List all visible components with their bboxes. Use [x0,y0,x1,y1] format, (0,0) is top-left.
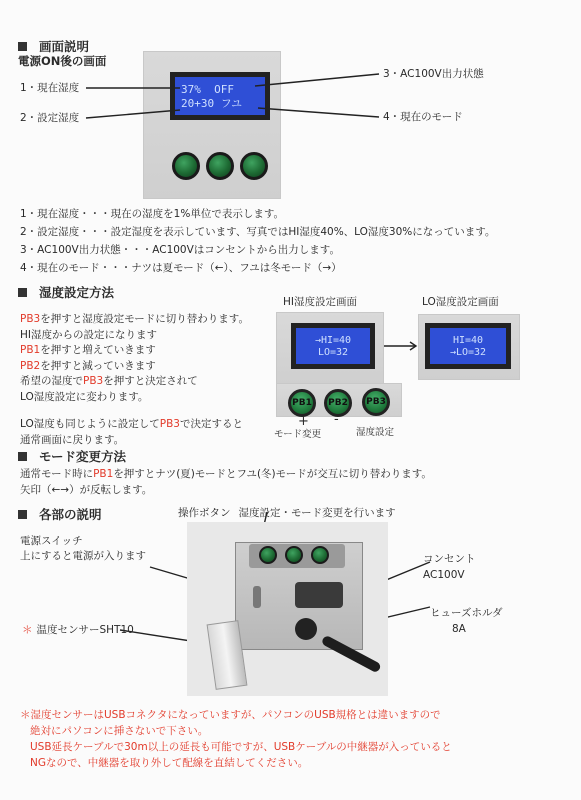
mode-line-2: 矢印（←→）が反転します。 [20,484,153,496]
subtitle: 電源ON後の画面 [18,54,107,68]
sensor-label [22,623,134,637]
lo-setting-photo [418,314,520,380]
fuse-holder [295,618,317,640]
power-switch [253,586,261,608]
section-title: 湿度設定方法 [39,285,115,300]
step-line-7 [20,417,249,433]
hi-lcd-line-2: LO=32 [317,347,349,358]
pb-ref: PB3 [20,313,41,325]
op-button-title: 操作ボタン [178,507,231,519]
caution-note [20,707,452,771]
pb-ref: PB3 [159,418,180,430]
caution-line-4: NGなので、中継器を取り外して配線を直結してください。 [30,757,309,769]
top-button-2 [285,546,303,564]
lo-setting-title: LO湿度設定画面 [422,296,499,308]
plus-sign: + [298,414,309,429]
power-switch-label [20,534,146,564]
fuse-label [430,605,503,637]
section-heading-humidity-setting [18,283,114,301]
section-title: 各部の説明 [39,507,102,522]
square-bullet-icon [18,452,27,461]
section-heading-parts [18,505,102,523]
step-text: を押すと増えていきます [40,344,156,356]
minus-sign: - [334,412,339,427]
label-set-humidity: 2・設定湿度 [20,112,80,124]
spacer [20,405,249,417]
outlet-title: コンセント [423,553,476,565]
fuse-spec: 8A [452,623,466,635]
section-title: 画面説明 [39,39,90,54]
square-bullet-icon [18,510,27,519]
asterisk-icon: ＊ [22,624,33,636]
step-text: LO湿度も同じように設定して [20,418,160,430]
device-photo [187,522,388,696]
label-current-mode: 4・現在のモード [383,111,463,123]
lo-lcd-line-2: →LO=32 [449,347,487,358]
step-text: を押すと決定されて [103,375,198,387]
pb-ref: PB3 [83,375,104,387]
caution-line-1 [20,707,452,723]
pb-ref: PB2 [20,359,41,372]
caution-line-2: 絶対にパソコンに挿さないで下さい。 [30,725,209,737]
label-current-humidity: 1・現在湿度 [20,82,80,94]
caution-text: 湿度センサーはUSBコネクタになっていますが、パソコンのUSB規格とは違いますので [30,709,441,721]
step-line-3 [20,343,249,359]
hi-lcd [291,323,375,369]
step-line-8: 通常画面に戻ります。 [20,433,125,446]
section-title: モード変更方法 [39,449,127,464]
top-button-1 [259,546,277,564]
hi-lcd-line-1: →HI=40 [314,335,352,346]
step-line-2: HI湿度からの設定になります [20,328,157,341]
desc-line-1: 1・現在湿度・・・現在の湿度を1%単位で表示します。 [20,208,284,220]
mode-text: 通常モード時に [20,468,94,480]
square-bullet-icon [18,288,27,297]
step-line-5 [20,374,249,390]
mode-text: を押すとナツ(夏)モードとフユ(冬)モードが交互に切り替わります。 [113,468,432,480]
sensor-title: 温度センサーSHT10 [36,624,134,636]
pb2-button: PB2 [324,389,352,417]
step-line-6: LO湿度設定に変わります。 [20,390,149,403]
pb-ref: PB1 [20,344,41,356]
screen-descriptions [20,205,495,277]
asterisk-icon: ＊ [20,709,31,721]
desc-line-2: 2・設定湿度・・・設定湿度を表示しています、写真ではHI湿度40%、LO湿度30%になっています。 [20,226,496,238]
humidity-setting-steps [20,312,249,448]
op-button-label [178,506,396,520]
step-text: を押すと湿度設定モードに切り替わります。 [40,313,249,325]
top-button-3 [311,546,329,564]
power-switch-desc: 上にすると電源が入ります [20,550,146,562]
desc-line-4: 4・現在のモード・・・ナツは夏モード（←）、フユは冬モード（→） [20,262,342,274]
desc-line-3: 3・AC100V出力状態・・・AC100Vはコンセントから出力します。 [20,244,340,256]
humidity-set-label: 湿度設定 [356,427,395,438]
mode-change-label: モード変更 [274,429,322,440]
lo-lcd [425,323,511,369]
mode-line-1 [20,466,432,482]
outlet [295,582,343,608]
fuse-title: ヒューズホルダ [430,607,503,619]
step-line-1 [20,312,249,328]
lcd-line-2: 20+30 フユ [181,97,243,110]
caution-line-3: USB延長ケーブルで30m以上の延長も可能ですが、USBケーブルの中継器が入っていると [30,741,452,753]
hi-setting-title: HI湿度設定画面 [283,296,357,308]
pb3-button: PB3 [362,388,390,416]
outlet-label [423,551,476,583]
hi-setting-photo [276,312,384,384]
label-ac-output: 3・AC100V出力状態 [383,68,484,80]
step-line-4 [20,359,249,375]
pb-ref: PB1 [93,468,114,480]
outlet-spec: AC100V [423,569,465,581]
step-text: 希望の湿度で [20,375,83,387]
pb1-button: PB1 [288,389,316,417]
op-button-desc: 湿度設定・モード変更を行います [238,507,396,519]
lo-lcd-line-1: HI=40 [452,335,484,346]
section-heading-mode-change [18,447,126,465]
step-text: を押すと減っていきます [40,359,156,372]
step-text: で決定すると [179,418,243,430]
mode-change-text [20,466,432,498]
power-switch-title: 電源スイッチ [20,535,83,547]
lcd-line-1: 37% OFF [181,83,234,96]
